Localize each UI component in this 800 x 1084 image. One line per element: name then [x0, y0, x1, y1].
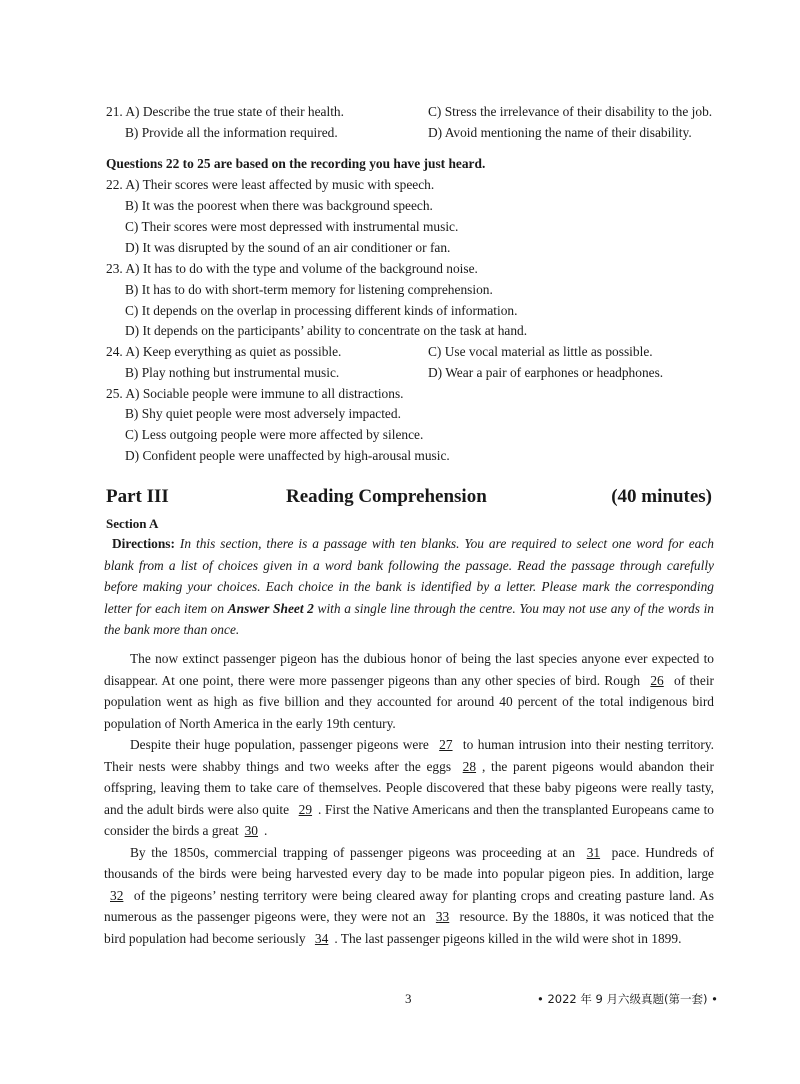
q25-option-c: C) Less outgoing people were more affected by silence. [125, 427, 424, 442]
text: resource. By the 1880s, it was noticed that the bird population had become seriously [104, 909, 714, 946]
blank-28: 28 [462, 758, 477, 774]
directions-label: Directions: [112, 536, 175, 551]
answer-sheet-ref: Answer Sheet 2 [227, 600, 314, 616]
blank-27: 27 [439, 737, 453, 752]
text: , the parent pigeons would abandon their offspring, leaving them to take care of themselves. People discovered that these baby pigeons were really tasty, and the adult birds were also quite [104, 758, 714, 817]
blank-29: 29 [298, 801, 313, 817]
text: to human intrusion into their nesting territory. Their nests were shabby things and two weeks after the eggs [104, 737, 715, 774]
q25-option-b: B) Shy quiet people were most adversely impacted. [125, 406, 401, 421]
text: . First the Native Americans and then the transplanted Europeans came to consider the birds a great [104, 801, 714, 838]
text: of their population went as high as five billion and they accounted for around 40 percent of the total indigenous bird population of North America in the early 19th century. [104, 672, 715, 731]
q22-option-c: C) Their scores were most depressed with instrumental music. [125, 219, 459, 234]
blank-30: 30 [244, 823, 258, 838]
q23-option-d: D) It depends on the participants’ ability to concentrate on the task at hand. [125, 323, 528, 338]
q22-option-b: B) It was the poorest when there was background speech. [125, 198, 433, 213]
blank-33: 33 [435, 909, 450, 924]
directions-text-2: with a single line through the centre. You may not use any of the words in the bank more than once. [104, 600, 714, 637]
reading-passage [104, 648, 714, 949]
directions-text-1: In this section, there is a passage with ten blanks. You are required to select one word for each blank from a list of choices given in a word bank following the passage. Read the passage through carefully before making your choices. Each choice in the bank is identified by a letter. Please mark the corresponding letter for each item on [104, 536, 714, 616]
paragraph-1 [104, 648, 714, 734]
q21-option-b: B) Provide all the information required. [125, 125, 338, 140]
text: . [264, 823, 268, 838]
q21-option-d: D) Avoid mentioning the name of their disability. [428, 125, 692, 140]
paragraph-3 [104, 842, 714, 950]
q24-option-d: D) Wear a pair of earphones or headphones. [428, 365, 664, 380]
part-label: Part III [106, 486, 169, 507]
q24-option-c: C) Use vocal material as little as possible. [428, 344, 653, 359]
paragraph-2 [104, 734, 714, 842]
text: of the pigeons’ nesting territory were being cleared away for planting crops and creating pasture land. As numerous as the passenger pigeons were, they were not an [104, 887, 714, 924]
text: By the 1850s, commercial trapping of passenger pigeons was proceeding at an [130, 844, 581, 860]
q25-option-a: 25. A) Sociable people were immune to all distractions. [106, 386, 404, 401]
q21-option-a: 21. A) Describe the true state of their health. [106, 104, 344, 119]
q23-option-a: 23. A) It has to do with the type and volume of the background noise. [106, 261, 478, 276]
blank-31: 31 [586, 844, 601, 860]
q24-option-b: B) Play nothing but instrumental music. [125, 365, 340, 380]
text: Despite their huge population, passenger pigeons were [130, 737, 434, 752]
blank-34: 34 [314, 930, 329, 946]
part-title: Reading Comprehension [286, 486, 487, 507]
q22-option-a: 22. A) Their scores were least affected by music with speech. [106, 177, 435, 192]
q21-option-c: C) Stress the irrelevance of their disability to the job. [428, 104, 713, 119]
text: pace. Hundreds of thousands of the birds were being harvested every day to be made into popular pigeon pies. In addition, large [104, 844, 714, 881]
part-time: (40 minutes) [611, 486, 712, 507]
q25-option-d: D) Confident people were unaffected by high-arousal music. [125, 448, 450, 463]
question-group-heading: Questions 22 to 25 are based on the recording you have just heard. [106, 156, 486, 171]
footer-label: • 2022 年 9 月六级真题(第一套) • [537, 992, 718, 1006]
text: . The last passenger pigeons killed in the wild were shot in 1899. [334, 930, 682, 946]
section-heading: Section A [106, 516, 159, 531]
q23-option-b: B) It has to do with short-term memory for listening comprehension. [125, 282, 493, 297]
q23-option-c: C) It depends on the overlap in processing different kinds of information. [125, 303, 518, 318]
blank-32: 32 [110, 887, 124, 903]
blank-26: 26 [650, 672, 664, 688]
q24-option-a: 24. A) Keep everything as quiet as possible. [106, 344, 342, 359]
page-number: 3 [405, 991, 412, 1006]
directions [104, 533, 714, 641]
text: The now extinct passenger pigeon has the dubious honor of being the last species anyone ever expected to disappear. At one point, there were more passenger pigeons than any other species of bird. Rough [104, 651, 714, 688]
q22-option-d: D) It was disrupted by the sound of an air conditioner or fan. [125, 240, 451, 255]
part-header [106, 486, 712, 512]
